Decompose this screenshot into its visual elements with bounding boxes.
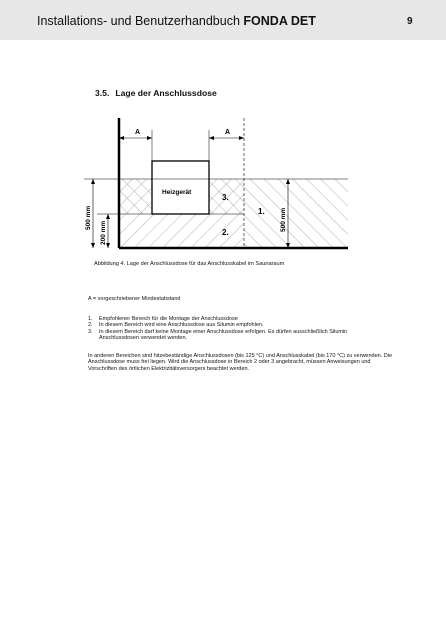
arrowhead [91,179,95,184]
section-title: Lage der Anschlussdose [115,88,217,98]
figure-caption: Abbildung 4. Lage der Anschlussdose für das Anschlusskabel im Saunaraum [94,261,285,267]
dim-a-left: A [135,129,141,136]
arrowhead [91,243,95,248]
body-paragraph: In anderen Bereichen sind hitzebeständige Anschlussdosen (bis 125 °C) und Anschlusskabel (bis 170 °C) zu verwenden. Die Anschlussdose muss frei liegen. Wird die Anschlussdose in Bereich 2 oder 3 angebracht, müssen Anweisungen und Vorschriften des örtlichen Elektrizitätsversorgers beachtet werden. [88,353,393,372]
area-2-label: 2. [222,228,229,237]
dim-a-right: A [225,129,231,136]
dim-500-right: 500 mm [280,207,287,232]
arrowhead [106,214,110,219]
list-number: 3. [88,328,93,335]
list-text: Empfohlener Bereich für die Montage der Anschlussdose [99,316,238,322]
list-text: In diesem Bereich wird eine Anschlussdose aus Silumin empfohlen. [99,322,264,329]
area-3-label: 3. [222,193,229,202]
arrowhead [147,136,152,140]
section-number: 3.5. [95,88,110,98]
list-number: 1. [88,316,93,322]
dim-500-left: 500 mm [85,205,92,230]
legend-text: A = vorgeschriebener Mindestabstand [88,296,181,302]
header-title-prefix: Installations- und Benutzerhandbuch [37,14,240,28]
list-text: In diesem Bereich darf keine Montage einer Anschlussdose erfolgen. Es dürfen ausschließlich Silumin Anschlussdosen verwendet werden. [99,328,348,342]
list-item [88,329,388,342]
area-1-label: 1. [258,207,265,216]
list-number: 2. [88,322,93,329]
arrowhead [209,136,214,140]
page-number: 9 [407,16,413,27]
heater-box [152,161,209,214]
header-product: FONDA DET [243,14,316,28]
dim-200: 200 mm [100,220,107,245]
arrowhead [239,136,244,140]
heater-label: Heizgerät [162,189,192,196]
area-list [88,316,388,342]
